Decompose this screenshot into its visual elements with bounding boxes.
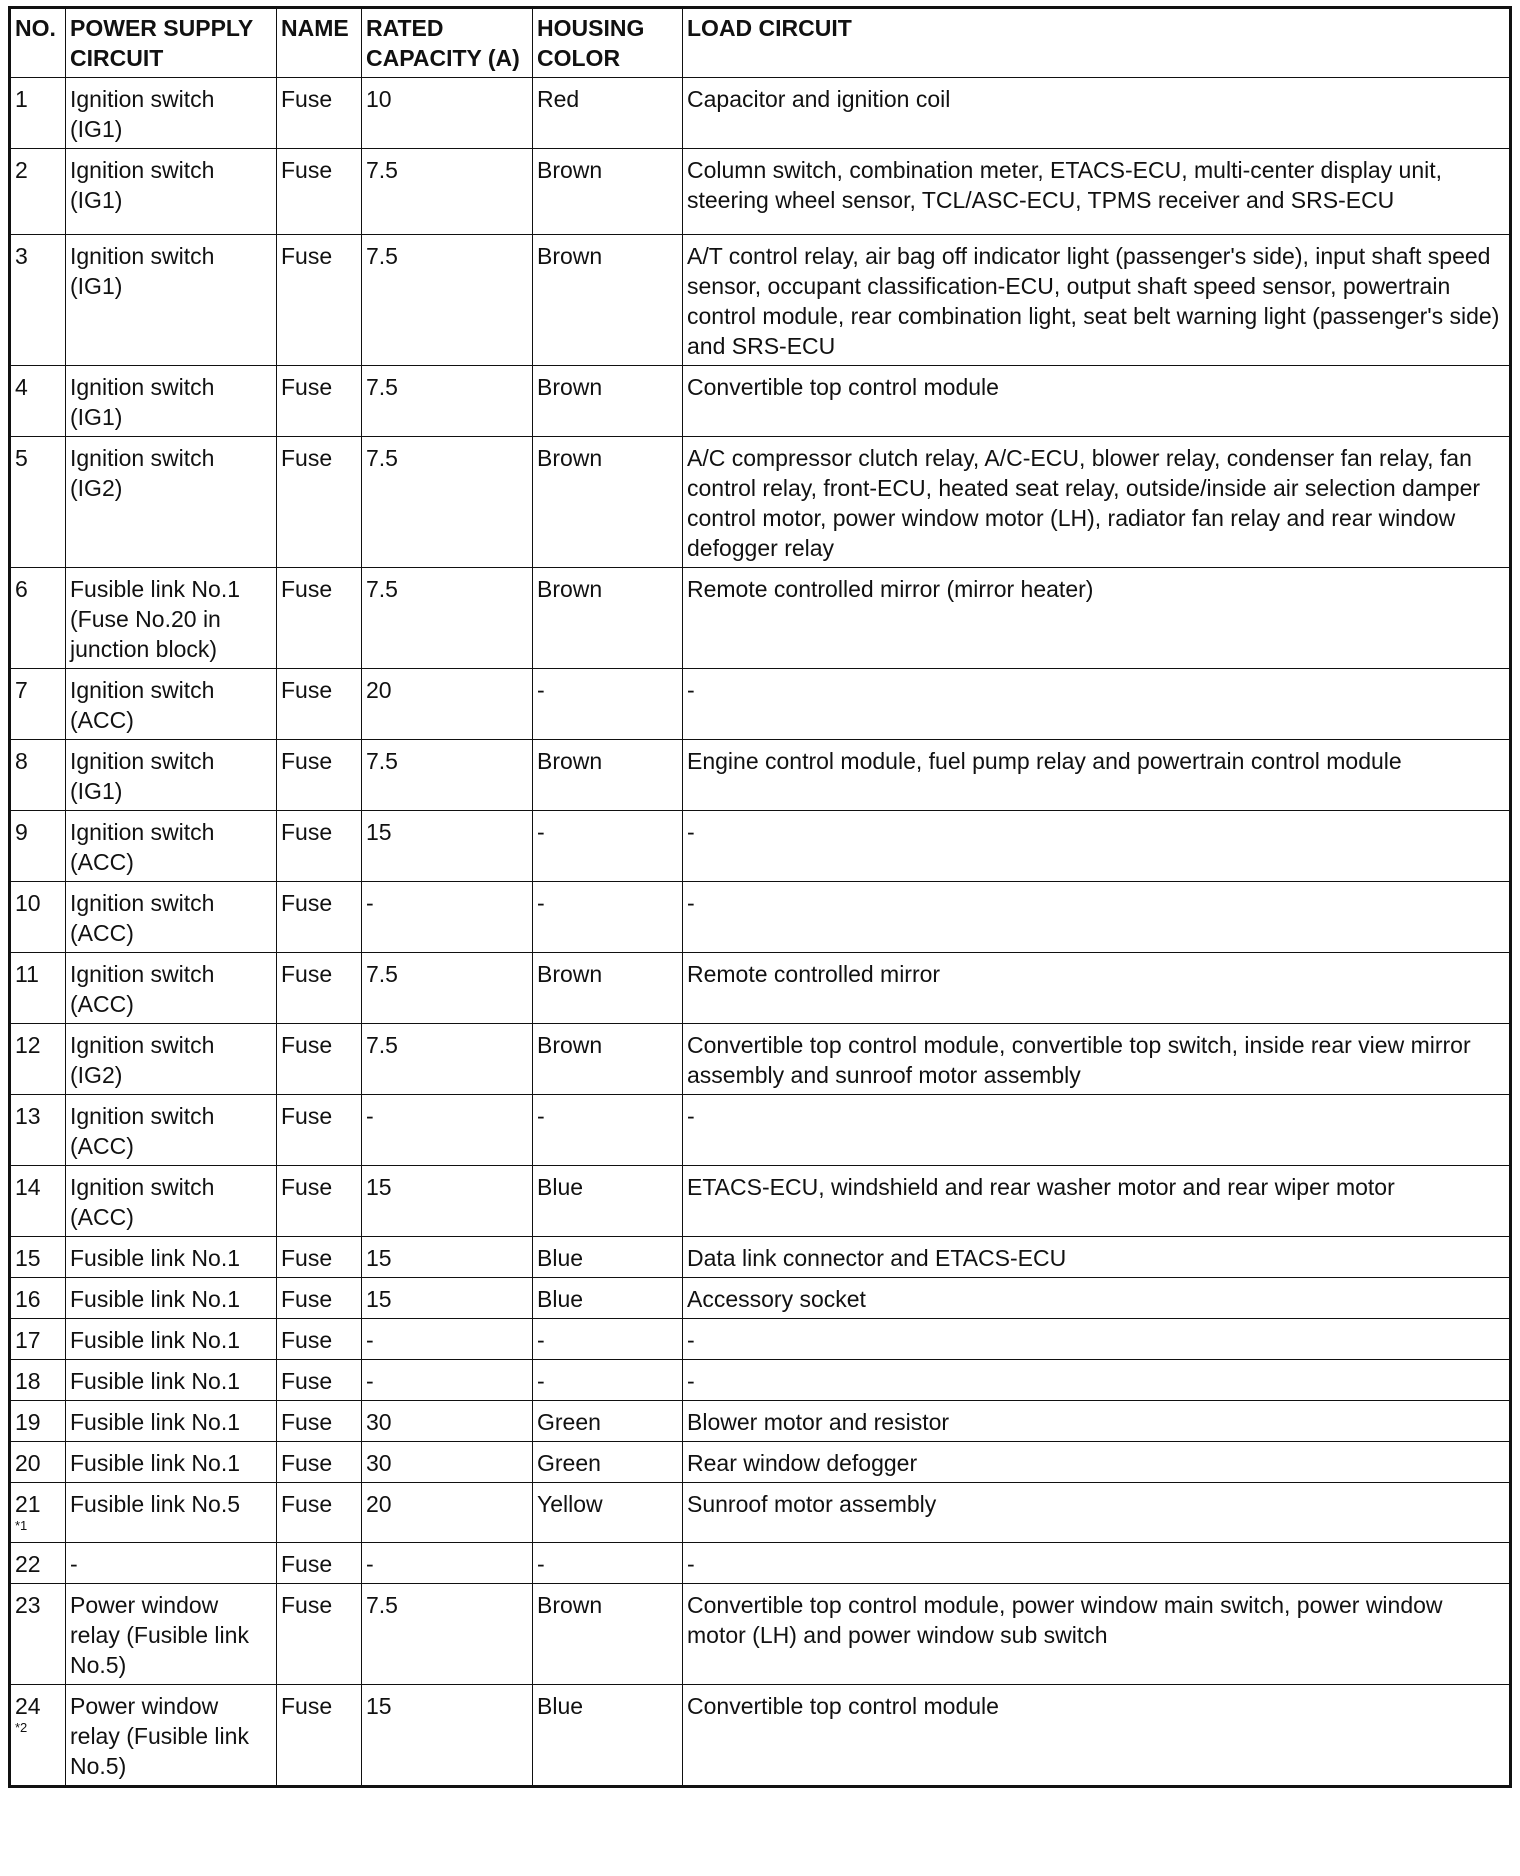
fuse-number: 14 (15, 1174, 41, 1200)
cell-name: Fuse (277, 740, 362, 811)
cell-no (10, 740, 66, 811)
cell-load-circuit: Sunroof motor assembly (683, 1483, 1511, 1543)
cell-name: Fuse (277, 1543, 362, 1584)
fuse-number: 6 (15, 576, 28, 602)
cell-rated-capacity: 7.5 (362, 149, 533, 235)
cell-rated-capacity: 15 (362, 811, 533, 882)
fuse-number: 16 (15, 1286, 41, 1312)
cell-load-circuit: Data link connector and ETACS-ECU (683, 1237, 1511, 1278)
cell-power-supply-circuit: Ignition switch (IG2) (66, 437, 277, 568)
cell-rated-capacity: 30 (362, 1442, 533, 1483)
cell-housing-color: Blue (533, 1685, 683, 1787)
cell-load-circuit: Accessory socket (683, 1278, 1511, 1319)
header-load-circuit: LOAD CIRCUIT (683, 8, 1511, 78)
fuse-number: 5 (15, 445, 28, 471)
cell-load-circuit: - (683, 882, 1511, 953)
cell-name: Fuse (277, 669, 362, 740)
table-row (10, 78, 1511, 149)
cell-rated-capacity: 30 (362, 1401, 533, 1442)
cell-no (10, 1584, 66, 1685)
cell-housing-color: - (533, 1360, 683, 1401)
cell-power-supply-circuit: Ignition switch (ACC) (66, 669, 277, 740)
cell-no (10, 568, 66, 669)
cell-no (10, 953, 66, 1024)
cell-power-supply-circuit: Fusible link No.1 (66, 1360, 277, 1401)
header-row (10, 8, 1511, 78)
table-row (10, 1584, 1511, 1685)
header-name: NAME (277, 8, 362, 78)
cell-rated-capacity: 7.5 (362, 366, 533, 437)
cell-no (10, 235, 66, 366)
table-row (10, 1483, 1511, 1543)
cell-rated-capacity: 20 (362, 1483, 533, 1543)
fuse-number: 20 (15, 1450, 41, 1476)
cell-power-supply-circuit: Ignition switch (ACC) (66, 1166, 277, 1237)
cell-no (10, 1543, 66, 1584)
table-row (10, 235, 1511, 366)
cell-name: Fuse (277, 1166, 362, 1237)
fuse-number: 11 (15, 961, 39, 987)
cell-housing-color: Brown (533, 437, 683, 568)
header-housing-color: HOUSING COLOR (533, 8, 683, 78)
fuse-number: 22 (15, 1551, 41, 1577)
cell-power-supply-circuit: Fusible link No.1 (66, 1319, 277, 1360)
header-power-supply-circuit: POWER SUPPLY CIRCUIT (66, 8, 277, 78)
fuse-number: 24 (15, 1693, 41, 1719)
fuse-number: 8 (15, 748, 28, 774)
cell-load-circuit: Convertible top control module, convertible top switch, inside rear view mirror assembly and sunroof motor assembly (683, 1024, 1511, 1095)
table-row (10, 811, 1511, 882)
cell-load-circuit: ETACS-ECU, windshield and rear washer motor and rear wiper motor (683, 1166, 1511, 1237)
cell-name: Fuse (277, 1401, 362, 1442)
cell-rated-capacity: 7.5 (362, 568, 533, 669)
cell-housing-color: - (533, 1095, 683, 1166)
cell-rated-capacity: - (362, 1360, 533, 1401)
footnote-marker: *1 (15, 1518, 28, 1533)
cell-no (10, 437, 66, 568)
cell-load-circuit: - (683, 669, 1511, 740)
cell-load-circuit: - (683, 1095, 1511, 1166)
cell-housing-color: Blue (533, 1166, 683, 1237)
cell-housing-color: Red (533, 78, 683, 149)
cell-name: Fuse (277, 437, 362, 568)
cell-housing-color: - (533, 669, 683, 740)
table-row (10, 1319, 1511, 1360)
fuse-number: 9 (15, 819, 28, 845)
cell-rated-capacity: 7.5 (362, 235, 533, 366)
cell-rated-capacity: - (362, 1095, 533, 1166)
cell-load-circuit: Capacitor and ignition coil (683, 78, 1511, 149)
cell-rated-capacity: - (362, 1319, 533, 1360)
footnote-marker: *2 (15, 1720, 28, 1735)
fuse-number: 2 (15, 157, 28, 183)
cell-no (10, 1319, 66, 1360)
cell-housing-color: - (533, 811, 683, 882)
cell-power-supply-circuit: Ignition switch (ACC) (66, 1095, 277, 1166)
cell-rated-capacity: 15 (362, 1278, 533, 1319)
fuse-number: 15 (15, 1245, 41, 1271)
table-row (10, 1237, 1511, 1278)
cell-name: Fuse (277, 366, 362, 437)
table-row (10, 1401, 1511, 1442)
cell-no (10, 1360, 66, 1401)
cell-load-circuit: Remote controlled mirror (mirror heater) (683, 568, 1511, 669)
cell-load-circuit: A/C compressor clutch relay, A/C-ECU, blower relay, condenser fan relay, fan control relay, front-ECU, heated seat relay, outside/inside air selection damper control motor, power window motor (LH), radiator fan relay and rear window defogger relay (683, 437, 1511, 568)
table-row (10, 1360, 1511, 1401)
cell-no (10, 1237, 66, 1278)
cell-load-circuit: Engine control module, fuel pump relay and powertrain control module (683, 740, 1511, 811)
cell-power-supply-circuit: Ignition switch (IG2) (66, 1024, 277, 1095)
cell-power-supply-circuit: Fusible link No.1 (Fuse No.20 in junction block) (66, 568, 277, 669)
cell-name: Fuse (277, 1024, 362, 1095)
cell-load-circuit: Convertible top control module (683, 1685, 1511, 1787)
cell-no (10, 78, 66, 149)
cell-name: Fuse (277, 1278, 362, 1319)
cell-no (10, 1024, 66, 1095)
cell-no (10, 1401, 66, 1442)
cell-power-supply-circuit: Ignition switch (IG1) (66, 366, 277, 437)
fuse-number: 19 (15, 1409, 41, 1435)
fuse-number: 12 (15, 1032, 41, 1058)
cell-rated-capacity: - (362, 882, 533, 953)
table-row (10, 953, 1511, 1024)
cell-housing-color: Brown (533, 953, 683, 1024)
cell-rated-capacity: 7.5 (362, 1024, 533, 1095)
cell-rated-capacity: 10 (362, 78, 533, 149)
cell-housing-color: Brown (533, 1584, 683, 1685)
cell-rated-capacity: - (362, 1543, 533, 1584)
cell-no (10, 1166, 66, 1237)
cell-housing-color: - (533, 1543, 683, 1584)
cell-power-supply-circuit: Ignition switch (IG1) (66, 149, 277, 235)
cell-power-supply-circuit: Fusible link No.1 (66, 1442, 277, 1483)
header-rated-capacity: RATED CAPACITY (A) (362, 8, 533, 78)
table-row (10, 1543, 1511, 1584)
cell-no (10, 366, 66, 437)
fuse-number: 13 (15, 1103, 41, 1129)
cell-power-supply-circuit: Ignition switch (IG1) (66, 740, 277, 811)
cell-no (10, 811, 66, 882)
table-row (10, 669, 1511, 740)
cell-name: Fuse (277, 149, 362, 235)
cell-load-circuit: - (683, 1319, 1511, 1360)
cell-name: Fuse (277, 235, 362, 366)
cell-name: Fuse (277, 1584, 362, 1685)
fuse-number: 1 (15, 86, 28, 112)
cell-name: Fuse (277, 78, 362, 149)
table-row (10, 740, 1511, 811)
cell-name: Fuse (277, 1442, 362, 1483)
cell-load-circuit: - (683, 1360, 1511, 1401)
header-no: NO. (10, 8, 66, 78)
cell-load-circuit: Remote controlled mirror (683, 953, 1511, 1024)
table-row (10, 1095, 1511, 1166)
cell-load-circuit: - (683, 811, 1511, 882)
cell-power-supply-circuit: Power window relay (Fusible link No.5) (66, 1685, 277, 1787)
cell-power-supply-circuit: Fusible link No.1 (66, 1237, 277, 1278)
cell-housing-color: Brown (533, 568, 683, 669)
cell-power-supply-circuit: Fusible link No.1 (66, 1401, 277, 1442)
cell-housing-color: - (533, 1319, 683, 1360)
cell-no (10, 882, 66, 953)
cell-no (10, 669, 66, 740)
cell-rated-capacity: 20 (362, 669, 533, 740)
cell-rated-capacity: 15 (362, 1166, 533, 1237)
cell-no (10, 149, 66, 235)
cell-load-circuit: Convertible top control module, power window main switch, power window motor (LH) and power window sub switch (683, 1584, 1511, 1685)
cell-no (10, 1685, 66, 1787)
cell-housing-color: Brown (533, 1024, 683, 1095)
cell-name: Fuse (277, 1685, 362, 1787)
fuse-number: 10 (15, 890, 41, 916)
cell-power-supply-circuit: Fusible link No.1 (66, 1278, 277, 1319)
cell-load-circuit: - (683, 1543, 1511, 1584)
cell-rated-capacity: 15 (362, 1237, 533, 1278)
cell-power-supply-circuit: Power window relay (Fusible link No.5) (66, 1584, 277, 1685)
cell-rated-capacity: 7.5 (362, 437, 533, 568)
cell-no (10, 1483, 66, 1543)
cell-housing-color: Green (533, 1401, 683, 1442)
table-row (10, 1442, 1511, 1483)
cell-housing-color: Blue (533, 1278, 683, 1319)
cell-housing-color: Brown (533, 366, 683, 437)
fuse-number: 7 (15, 677, 28, 703)
cell-rated-capacity: 7.5 (362, 953, 533, 1024)
table-row (10, 1278, 1511, 1319)
cell-load-circuit: Convertible top control module (683, 366, 1511, 437)
cell-power-supply-circuit: Ignition switch (IG1) (66, 78, 277, 149)
table-row (10, 882, 1511, 953)
cell-housing-color: Brown (533, 740, 683, 811)
cell-housing-color: Blue (533, 1237, 683, 1278)
table-row (10, 149, 1511, 235)
cell-load-circuit: Rear window defogger (683, 1442, 1511, 1483)
cell-load-circuit: A/T control relay, air bag off indicator light (passenger's side), input shaft speed sensor, occupant classification-ECU, output shaft speed sensor, powertrain control module, rear combination light, seat belt warning light (passenger's side) and SRS-ECU (683, 235, 1511, 366)
cell-name: Fuse (277, 882, 362, 953)
fuse-number: 4 (15, 374, 28, 400)
fuse-table-sheet (8, 6, 1512, 1788)
cell-name: Fuse (277, 1095, 362, 1166)
table-row (10, 1166, 1511, 1237)
fuse-number: 17 (15, 1327, 41, 1353)
cell-name: Fuse (277, 811, 362, 882)
cell-no (10, 1278, 66, 1319)
table-header (10, 8, 1511, 78)
cell-rated-capacity: 7.5 (362, 1584, 533, 1685)
fuse-number: 23 (15, 1592, 41, 1618)
fuse-number: 3 (15, 243, 28, 269)
table-row (10, 437, 1511, 568)
cell-name: Fuse (277, 1360, 362, 1401)
cell-name: Fuse (277, 568, 362, 669)
cell-rated-capacity: 15 (362, 1685, 533, 1787)
cell-power-supply-circuit: Ignition switch (ACC) (66, 953, 277, 1024)
fuse-table (8, 6, 1512, 1788)
table-row (10, 366, 1511, 437)
table-row (10, 1024, 1511, 1095)
cell-load-circuit: Blower motor and resistor (683, 1401, 1511, 1442)
cell-housing-color: - (533, 882, 683, 953)
fuse-number: 18 (15, 1368, 41, 1394)
table-row (10, 568, 1511, 669)
cell-power-supply-circuit: Ignition switch (ACC) (66, 882, 277, 953)
table-body (10, 78, 1511, 1787)
cell-no (10, 1095, 66, 1166)
cell-power-supply-circuit: - (66, 1543, 277, 1584)
fuse-number: 21 (15, 1491, 41, 1517)
table-row (10, 1685, 1511, 1787)
cell-no (10, 1442, 66, 1483)
cell-power-supply-circuit: Fusible link No.5 (66, 1483, 277, 1543)
cell-power-supply-circuit: Ignition switch (IG1) (66, 235, 277, 366)
cell-power-supply-circuit: Ignition switch (ACC) (66, 811, 277, 882)
cell-name: Fuse (277, 1483, 362, 1543)
cell-housing-color: Green (533, 1442, 683, 1483)
cell-load-circuit: Column switch, combination meter, ETACS-ECU, multi-center display unit, steering wheel sensor, TCL/ASC-ECU, TPMS receiver and SRS-ECU (683, 149, 1511, 235)
cell-name: Fuse (277, 1237, 362, 1278)
cell-housing-color: Brown (533, 235, 683, 366)
cell-name: Fuse (277, 953, 362, 1024)
cell-housing-color: Brown (533, 149, 683, 235)
cell-name: Fuse (277, 1319, 362, 1360)
cell-housing-color: Yellow (533, 1483, 683, 1543)
cell-rated-capacity: 7.5 (362, 740, 533, 811)
